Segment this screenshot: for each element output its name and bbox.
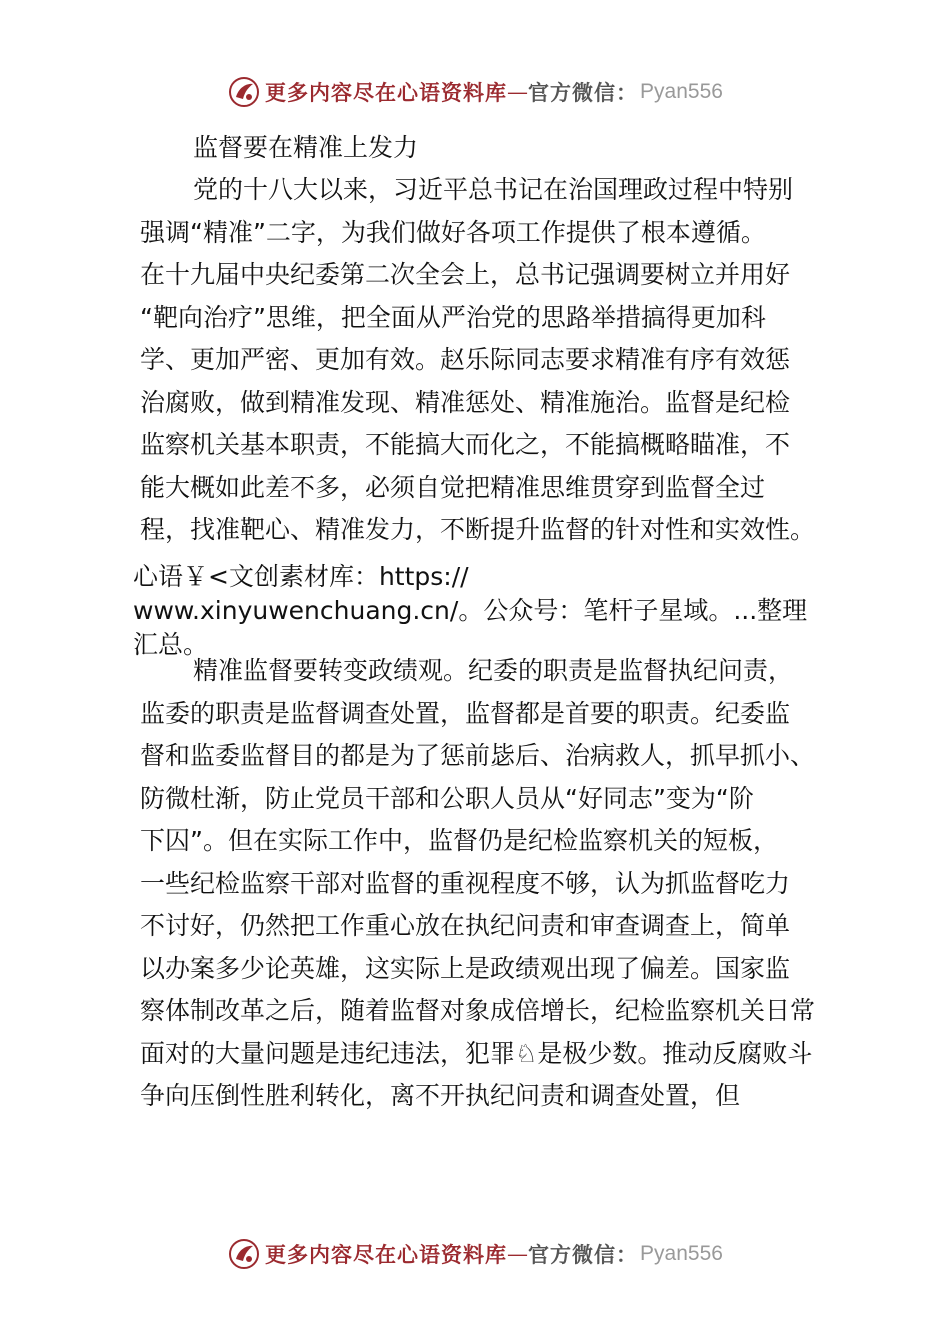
text-line: 能大概如此差不多，必须自觉把精准思维贯穿到监督全过	[140, 472, 766, 502]
footer-banner	[0, 1234, 950, 1274]
text-line: 精准监督要转变政绩观。纪委的职责是监督执纪问责，	[193, 656, 794, 685]
text-line: 治腐败，做到精准发现、精准惩处、精准施治。监督是纪检	[140, 387, 791, 417]
text-line: 强调“精准”二字，为我们做好各项工作提供了根本遵循。	[140, 217, 766, 247]
text-line: 汇总。	[133, 630, 209, 659]
text-line: 一些纪检监察干部对监督的重视程度不够，认为抓监督吃力	[140, 868, 791, 898]
header-banner	[0, 72, 950, 112]
text-line: 心语￥<文创素材库：https://	[133, 562, 469, 591]
header-wechat-id: Pyan556	[640, 80, 723, 103]
footer-banner-separator: —	[507, 1242, 529, 1266]
header-banner-text: 更多内容尽在心语资料库	[265, 80, 508, 105]
source-note	[133, 560, 833, 662]
text-line: 以办案多少论英雄，这实际上是政绩观出现了偏差。国家监	[140, 953, 791, 983]
text-line: 学、更加严密、更加有效。赵乐际同志要求精准有序有效惩	[140, 345, 791, 374]
footer-wechat-label: 官方微信：	[528, 1242, 639, 1267]
text-line: 监委的职责是监督调查处置，监督都是首要的职责。纪委监	[140, 698, 791, 728]
header-banner-separator: —	[507, 80, 529, 104]
text-line: 争向压倒性胜利转化，离不开执纪问责和调查处置，但	[140, 1081, 741, 1110]
footer-wechat-id: Pyan556	[640, 1242, 723, 1265]
footer-banner-text: 更多内容尽在心语资料库	[265, 1242, 508, 1267]
text-line: 防微杜渐，防止党员干部和公职人员从“好同志”变为“阶	[140, 783, 754, 813]
document-heading: 监督要在精准上发力	[193, 133, 419, 162]
text-line: 察体制改革之后，随着监督对象成倍增长，纪检监察机关日常	[140, 996, 816, 1025]
header-wechat-label: 官方微信：	[528, 80, 639, 105]
logo-icon	[227, 75, 261, 109]
text-line: 程，找准靶心、精准发力，不断提升监督的针对性和实效性。	[140, 515, 816, 544]
logo-icon	[227, 1237, 261, 1271]
paragraph-1	[140, 169, 830, 552]
text-line: 面对的大量问题是违纪违法，犯罪♘是极少数。推动反腐败斗	[140, 1038, 813, 1068]
text-line: 督和监委监督目的都是为了惩前毖后、治病救人，抓早抓小、	[140, 741, 816, 770]
text-line: 不讨好，仍然把工作重心放在执纪问责和审查调查上，简单	[140, 911, 791, 940]
text-line: www.xinyuwenchuang.cn/。公众号：笔杆子星域。...整理	[133, 596, 808, 625]
paragraph-2	[140, 650, 830, 1118]
text-line: “靶向治疗”思维，把全面从严治党的思路举措搞得更加科	[140, 302, 766, 332]
text-line: 党的十八大以来，习近平总书记在治国理政过程中特别	[193, 175, 794, 204]
text-line: 监察机关基本职责，不能搞大而化之，不能搞概略瞄准，不	[140, 430, 791, 459]
text-line: 在十九届中央纪委第二次全会上，总书记强调要树立并用好	[140, 260, 791, 289]
text-line: 下囚”。但在实际工作中，监督仍是纪检监察机关的短板，	[140, 826, 778, 855]
